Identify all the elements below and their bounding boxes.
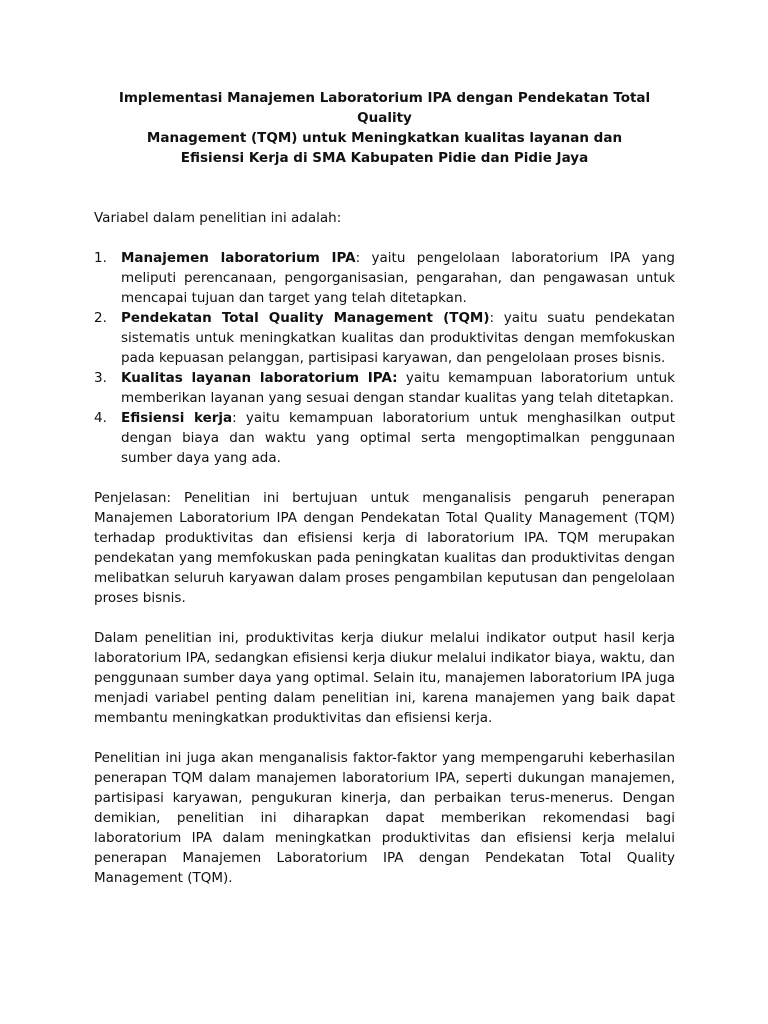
- variable-list: [94, 248, 675, 468]
- document-title: [94, 88, 675, 168]
- variable-definition: : yaitu kemampuan laboratorium untuk menghasilkan output dengan biaya dan waktu yang optimal serta mengoptimalkan penggunaan sumber daya yang ada.: [121, 410, 676, 466]
- variable-item: [94, 368, 675, 408]
- variable-term: Pendekatan Total Quality Management (TQM): [121, 310, 490, 326]
- list-number: 3.: [94, 370, 107, 386]
- document-page: [94, 88, 675, 888]
- variable-item: [94, 248, 675, 308]
- variable-term: Manajemen laboratorium IPA: [121, 250, 356, 266]
- variable-definition: : yaitu suatu pendekatan sistematis untuk meningkatkan kualitas dan produktivitas dengan memfokuskan pada kepuasan pelanggan, partisipasi karyawan, dan pengelolaan proses bisnis.: [121, 310, 675, 366]
- paragraph-measurement: Dalam penelitian ini, produktivitas kerja diukur melalui indikator output hasil kerja laboratorium IPA, sedangkan efisiensi kerja diukur melalui indikator biaya, waktu, dan penggunaan sumber daya yang optimal. Selain itu, manajemen laboratorium IPA juga menjadi variabel penting dalam penelitian ini, karena manajemen yang baik dapat membantu meningkatkan produktivitas dan efisiensi kerja.: [94, 630, 675, 726]
- variable-term: Efisiensi kerja: [121, 410, 233, 426]
- variable-item: [94, 408, 675, 468]
- variable-term: Kualitas layanan laboratorium IPA:: [121, 370, 398, 386]
- intro-text: Variabel dalam penelitian ini adalah:: [94, 210, 342, 226]
- list-number: 4.: [94, 410, 107, 426]
- list-number: 2.: [94, 310, 107, 326]
- variable-item: [94, 308, 675, 368]
- paragraph-explanation: Penjelasan: Penelitian ini bertujuan untuk menganalisis pengaruh penerapan Manajemen Laboratorium IPA dengan Pendekatan Total Quality Management (TQM) terhadap produktivitas dan efisiensi kerja di laboratorium IPA. TQM merupakan pendekatan yang memfokuskan pada peningkatan kualitas dan produktivitas dengan melibatkan seluruh karyawan dalam proses pengambilan keputusan dan pengelolaan proses bisnis.: [94, 490, 675, 606]
- variable-definition: yaitu kemampuan laboratorium untuk memberikan layanan yang sesuai dengan standar kualitas yang telah ditetapkan.: [121, 370, 675, 406]
- list-number: 1.: [94, 250, 107, 266]
- title-line-2: Management (TQM) untuk Meningkatkan kualitas layanan dan: [146, 130, 623, 146]
- title-line-1: Implementasi Manajemen Laboratorium IPA dengan Pendekatan Total Quality: [118, 90, 651, 126]
- paragraph-factors: Penelitian ini juga akan menganalisis faktor-faktor yang mempengaruhi keberhasilan penerapan TQM dalam manajemen laboratorium IPA, seperti dukungan manajemen, partisipasi karyawan, pengukuran kinerja, dan perbaikan terus-menerus. Dengan demikian, penelitian ini diharapkan dapat memberikan rekomendasi bagi laboratorium IPA dalam meningkatkan produktivitas dan efisiensi kerja melalui penerapan Manajemen Laboratorium IPA dengan Pendekatan Total Quality Management (TQM).: [94, 750, 675, 886]
- variable-definition: : yaitu pengelolaan laboratorium IPA yang meliputi perencanaan, pengorganisasian, pengarahan, dan pengawasan untuk mencapai tujuan dan target yang telah ditetapkan.: [121, 250, 676, 306]
- title-line-3: Efisiensi Kerja di SMA Kabupaten Pidie dan Pidie Jaya: [180, 150, 589, 166]
